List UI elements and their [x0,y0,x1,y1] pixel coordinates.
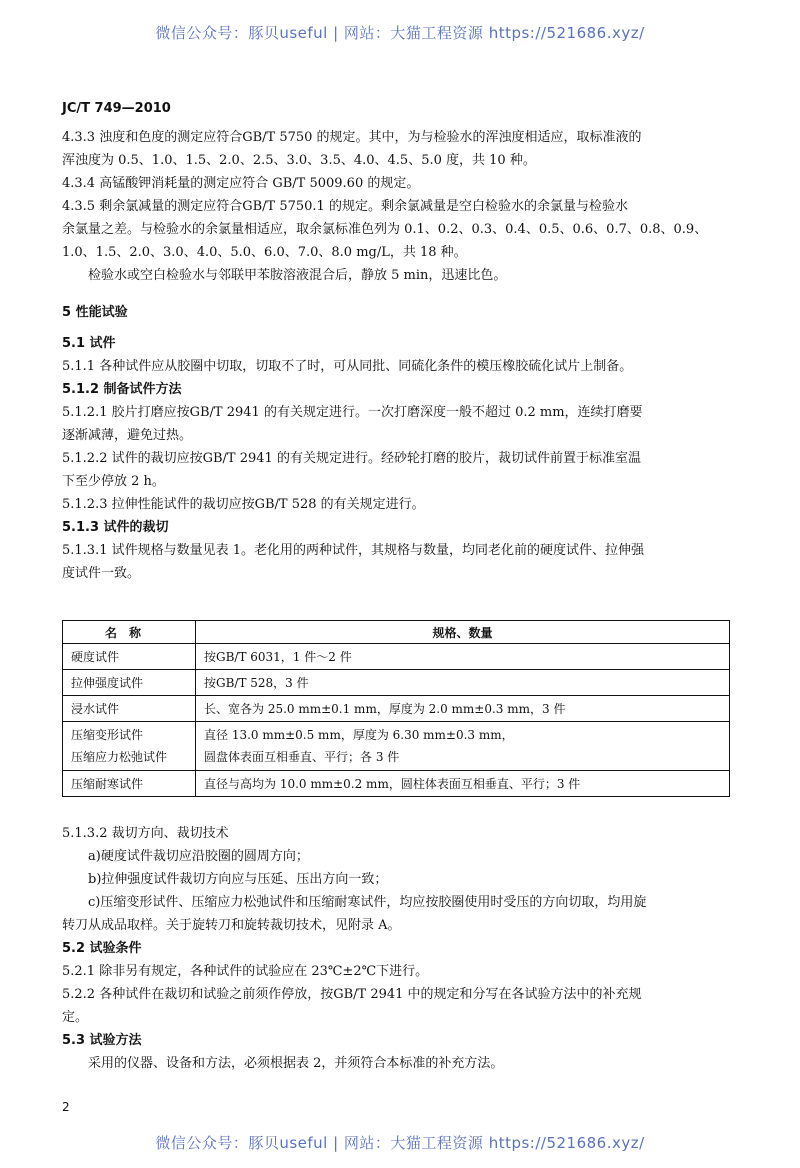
heading-5: 5 性能试验 [62,305,128,320]
para-5-1-2-1: 5.1.2.1 胶片打磨应按GB/T 2941 的有关规定进行。一次打磨深度一般不超过 0.2 mm，连续打磨要 [62,405,643,420]
table-row [63,771,730,797]
table-row [63,644,730,670]
para-5-2-1: 5.2.1 除非另有规定，各种试件的试验应在 23℃±2℃下进行。 [62,964,429,979]
specimen-name: 硬度试件 [63,644,196,670]
specimen-spec-line1: 直径 13.0 mm±0.5 mm，厚度为 6.30 mm±0.3 mm， [204,728,514,742]
specimen-name-line2: 压缩应力松弛试件 [71,750,168,764]
table-header-row [63,621,730,644]
item-a: a)硬度试件裁切应沿胶圈的圆周方向； [88,849,309,864]
specimen-spec: 直径与高均为 10.0 mm±0.2 mm，圆柱体表面互相垂直、平行；3 件 [196,771,730,797]
table-row [63,670,730,696]
heading-5-3: 5.3 试验方法 [62,1033,142,1048]
table-row [63,696,730,722]
item-b: b)拉伸强度试件裁切方向应与压延、压出方向一致； [88,872,388,887]
para-5-3: 采用的仪器、设备和方法，必须根据表 2，并须符合本标准的补充方法。 [88,1056,504,1071]
para-5-1-2-2: 5.1.2.2 试件的裁切应按GB/T 2941 的有关规定进行。经砂轮打磨的胶片，裁切试件前置于标准室温 [62,451,641,466]
standard-code: JC/T 749—2010 [62,101,171,116]
table-row [63,722,730,771]
para-4-3-3-cont: 浑浊度为 0.5、1.0、1.5、2.0、2.5、3.0、3.5、4.0、4.5、5.0 度，共 10 种。 [62,153,536,168]
heading-5-1-3: 5.1.3 试件的裁切 [62,520,169,535]
para-5-1-1: 5.1.1 各种试件应从胶圈中切取，切取不了时，可从同批、同硫化条件的模压橡胶硫化试片上制备。 [62,359,633,374]
specimen-name-line1: 压缩变形试件 [71,728,144,742]
page-number: 2 [62,1100,70,1114]
specimen-spec: 按GB/T 528，3 件 [196,670,730,696]
specimen-name: 拉伸强度试件 [63,670,196,696]
document-body [62,126,734,585]
specimen-spec: 长、宽各为 25.0 mm±0.1 mm，厚度为 2.0 mm±0.3 mm，3 件 [196,696,730,722]
para-5-2-2: 5.2.2 各种试件在裁切和试验之前须作停放，按GB/T 2941 中的规定和分写在各试验方法中的补充规 [62,987,642,1002]
column-header-name: 名称 [63,621,196,644]
para-4-3-3: 4.3.3 浊度和色度的测定应符合GB/T 5750 的规定。其中，为与检验水的浑浊度相适应，取标准液的 [62,130,642,145]
para-4-3-5-cont2: 1.0、1.5、2.0、3.0、4.0、5.0、6.0、7.0、8.0 mg/L，共 18 种。 [62,245,467,260]
specimen-name [63,722,196,771]
para-4-3-4: 4.3.4 高锰酸钾消耗量的测定应符合 GB/T 5009.60 的规定。 [62,176,420,191]
heading-5-1-3-2: 5.1.3.2 裁切方向、裁切技术 [62,826,229,841]
specimen-name: 浸水试件 [63,696,196,722]
specimen-spec: 按GB/T 6031，1 件～2 件 [196,644,730,670]
para-5-1-2-1-cont: 逐渐减薄，避免过热。 [62,428,193,443]
watermark-banner-top: 微信公众号：豚贝useful | 网站：大猫工程资源 https://521686.xyz/ [155,24,645,42]
specimen-spec [196,722,730,771]
heading-5-2: 5.2 试验条件 [62,941,142,956]
item-c: c)压缩变形试件、压缩应力松弛试件和压缩耐寒试件，均应按胶圈使用时受压的方向切取，均用旋 [88,895,647,910]
para-4-3-5-cont1: 余氯量之差。与检验水的余氯量相适应，取余氯标准色列为 0.1、0.2、0.3、0.4、0.5、0.6、0.7、0.8、0.9、 [62,222,708,237]
heading-5-1: 5.1 试件 [62,336,116,351]
para-5-1-3-1-cont: 度试件一致。 [62,566,141,581]
heading-5-1-2: 5.1.2 制备试件方法 [62,382,182,397]
document-body-continued [62,822,734,1075]
column-header-spec: 规格、数量 [196,621,730,644]
specimen-spec-line2: 圆盘体表面互相垂直、平行；各 3 件 [204,750,400,764]
item-c-cont: 转刀从成品取样。关于旋转刀和旋转裁切技术，见附录 A。 [62,918,401,933]
para-4-3-5: 4.3.5 剩余氯减量的测定应符合GB/T 5750.1 的规定。剩余氯减量是空白检验水的余氯量与检验水 [62,199,628,214]
watermark-banner-bottom: 微信公众号：豚贝useful | 网站：大猫工程资源 https://521686.xyz/ [155,1134,645,1152]
specimen-name: 压缩耐寒试件 [63,771,196,797]
specimen-table [62,620,730,797]
para-5-1-2-2-cont: 下至少停放 2 h。 [62,474,165,489]
para-5-1-2-3: 5.1.2.3 拉伸性能试件的裁切应按GB/T 528 的有关规定进行。 [62,497,425,512]
para-5-2-2-cont: 定。 [62,1010,89,1025]
para-compare-note: 检验水或空白检验水与邻联甲苯胺溶液混合后，静放 5 min，迅速比色。 [88,268,507,283]
para-5-1-3-1: 5.1.3.1 试件规格与数量见表 1。老化用的两种试件，其规格与数量，均同老化前的硬度试件、拉伸强 [62,543,645,558]
